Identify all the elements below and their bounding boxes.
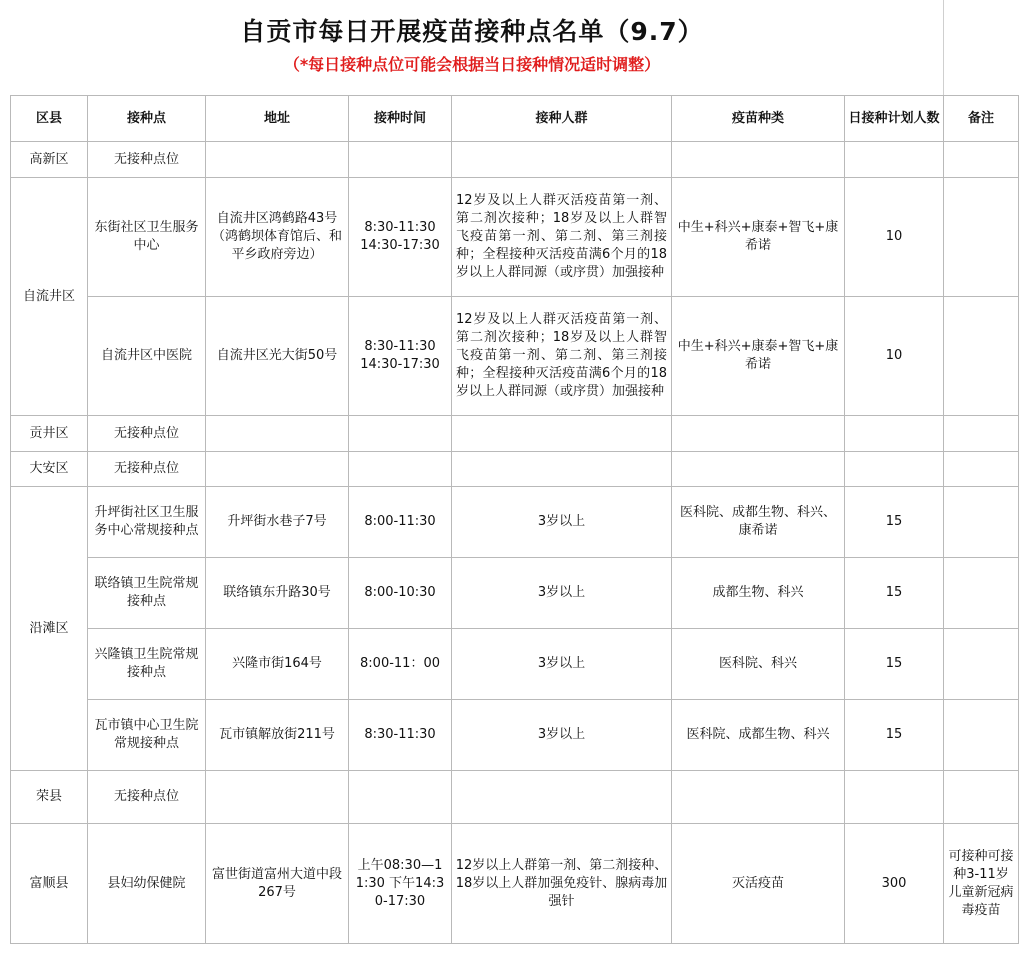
col-header-time: 接种时间: [349, 96, 452, 142]
time-morning: 8:30-11:30: [364, 339, 436, 354]
note-cell: [944, 700, 1019, 771]
plan-cell: 10: [845, 178, 944, 297]
county-cell: 荣县: [11, 771, 88, 824]
empty-cell: [944, 416, 1019, 452]
time-cell: [349, 297, 452, 416]
note-cell: [944, 297, 1019, 416]
col-header-site: 接种点: [88, 96, 206, 142]
plan-cell: 15: [845, 700, 944, 771]
table-row: [11, 558, 1019, 629]
empty-cell: [672, 452, 845, 487]
address-cell: 富世街道富州大道中段267号: [206, 824, 349, 944]
empty-cell: [452, 452, 672, 487]
population-cell: 3岁以上: [452, 487, 672, 558]
population-cell: [452, 297, 672, 416]
address-cell: 联络镇东升路30号: [206, 558, 349, 629]
empty-cell: [452, 142, 672, 178]
empty-cell: [206, 416, 349, 452]
page-title: 自贡市每日开展疫苗接种点名单（9.7）: [240, 17, 704, 46]
county-cell: 富顺县: [11, 824, 88, 944]
site-cell: 自流井区中医院: [88, 297, 206, 416]
plan-cell: 15: [845, 629, 944, 700]
population-cell: 3岁以上: [452, 700, 672, 771]
address-cell: 自流井区光大街50号: [206, 297, 349, 416]
note-cell: [944, 629, 1019, 700]
time-cell: 8:00-11:30: [349, 487, 452, 558]
site-cell: 联络镇卫生院常规接种点: [88, 558, 206, 629]
vaccine-cell: 灭活疫苗: [672, 824, 845, 944]
address-cell: 自流井区鸿鹤路43号（鸿鹤坝体育馆后、和平乡政府旁边）: [206, 178, 349, 297]
empty-cell: [845, 142, 944, 178]
note-cell: 可接种可接种3-11岁儿童新冠病毒疫苗: [944, 824, 1019, 944]
time-cell: 8:00-11：00: [349, 629, 452, 700]
site-cell: 无接种点位: [88, 452, 206, 487]
vaccine-cell: 中生+科兴+康泰+智飞+康希诺: [672, 297, 845, 416]
table-row: [11, 416, 1019, 452]
site-cell: 无接种点位: [88, 771, 206, 824]
address-cell: 升坪街水巷子7号: [206, 487, 349, 558]
population-cell: 12岁以上人群第一剂、第二剂接种、18岁以上人群加强免疫针、腺病毒加强针: [452, 824, 672, 944]
table-row: [11, 629, 1019, 700]
county-cell: 贡井区: [11, 416, 88, 452]
site-cell: 瓦市镇中心卫生院常规接种点: [88, 700, 206, 771]
table-row: [11, 297, 1019, 416]
population-text: 12岁及以上人群灭活疫苗第一剂、第二剂次接种；18岁及以上人群智飞疫苗第一剂、第二剂、第三剂接种；全程接种灭活疫苗满6个月的18岁以上人群同源（或序贯）加强接种: [456, 193, 667, 280]
county-cell: 高新区: [11, 142, 88, 178]
plan-cell: 10: [845, 297, 944, 416]
site-cell: 升坪街社区卫生服务中心常规接种点: [88, 487, 206, 558]
site-cell: 兴隆镇卫生院常规接种点: [88, 629, 206, 700]
empty-cell: [206, 142, 349, 178]
time-afternoon: 14:30-17:30: [360, 357, 440, 372]
table-row: [11, 452, 1019, 487]
col-header-vaccine: 疫苗种类: [672, 96, 845, 142]
county-cell: 沿滩区: [11, 487, 88, 771]
table-row: [11, 142, 1019, 178]
vaccine-cell: 医科院、成都生物、科兴: [672, 700, 845, 771]
time-cell: [349, 178, 452, 297]
col-header-note: 备注: [944, 96, 1019, 142]
time-cell: 8:00-10:30: [349, 558, 452, 629]
vaccine-cell: 医科院、成都生物、科兴、康希诺: [672, 487, 845, 558]
table-row: [11, 700, 1019, 771]
time-morning: 8:30-11:30: [364, 220, 436, 235]
page-subtitle: （*每日接种点位可能会根据当日接种情况适时调整）: [283, 55, 661, 74]
empty-cell: [206, 771, 349, 824]
address-cell: 兴隆市街164号: [206, 629, 349, 700]
vaccination-sites-table: [10, 95, 1019, 944]
site-cell: 无接种点位: [88, 142, 206, 178]
site-cell: 东街社区卫生服务中心: [88, 178, 206, 297]
note-cell: [944, 487, 1019, 558]
empty-cell: [845, 452, 944, 487]
empty-cell: [206, 452, 349, 487]
empty-cell: [452, 416, 672, 452]
empty-cell: [349, 452, 452, 487]
table-row: [11, 771, 1019, 824]
empty-cell: [672, 771, 845, 824]
empty-cell: [672, 416, 845, 452]
empty-cell: [944, 771, 1019, 824]
vaccine-cell: 中生+科兴+康泰+智飞+康希诺: [672, 178, 845, 297]
empty-cell: [349, 771, 452, 824]
header-divider: [943, 0, 944, 95]
address-cell: 瓦市镇解放街211号: [206, 700, 349, 771]
col-header-population: 接种人群: [452, 96, 672, 142]
plan-cell: 15: [845, 487, 944, 558]
county-cell: 自流井区: [11, 178, 88, 416]
county-cell: 大安区: [11, 452, 88, 487]
time-cell: 上午08:30—11:30 下午14:30-17:30: [349, 824, 452, 944]
empty-cell: [944, 452, 1019, 487]
table-row: [11, 824, 1019, 944]
col-header-plan: 日接种计划人数: [845, 96, 944, 142]
population-text: 12岁及以上人群灭活疫苗第一剂、第二剂次接种；18岁及以上人群智飞疫苗第一剂、第二剂、第三剂接种；全程接种灭活疫苗满6个月的18岁以上人群同源（或序贯）加强接种: [456, 312, 667, 399]
site-cell: 无接种点位: [88, 416, 206, 452]
table-row: [11, 178, 1019, 297]
empty-cell: [944, 142, 1019, 178]
population-cell: 3岁以上: [452, 629, 672, 700]
col-header-address: 地址: [206, 96, 349, 142]
note-cell: [944, 178, 1019, 297]
vaccine-cell: 成都生物、科兴: [672, 558, 845, 629]
empty-cell: [452, 771, 672, 824]
empty-cell: [845, 771, 944, 824]
empty-cell: [349, 142, 452, 178]
table-header-row: [11, 96, 1019, 142]
plan-cell: 300: [845, 824, 944, 944]
empty-cell: [672, 142, 845, 178]
vaccine-cell: 医科院、科兴: [672, 629, 845, 700]
plan-cell: 15: [845, 558, 944, 629]
table-row: [11, 487, 1019, 558]
col-header-county: 区县: [11, 96, 88, 142]
time-cell: 8:30-11:30: [349, 700, 452, 771]
population-cell: 3岁以上: [452, 558, 672, 629]
note-cell: [944, 558, 1019, 629]
population-cell: [452, 178, 672, 297]
document-header: [0, 0, 1024, 95]
empty-cell: [845, 416, 944, 452]
site-cell: 县妇幼保健院: [88, 824, 206, 944]
empty-cell: [349, 416, 452, 452]
time-afternoon: 14:30-17:30: [360, 238, 440, 253]
